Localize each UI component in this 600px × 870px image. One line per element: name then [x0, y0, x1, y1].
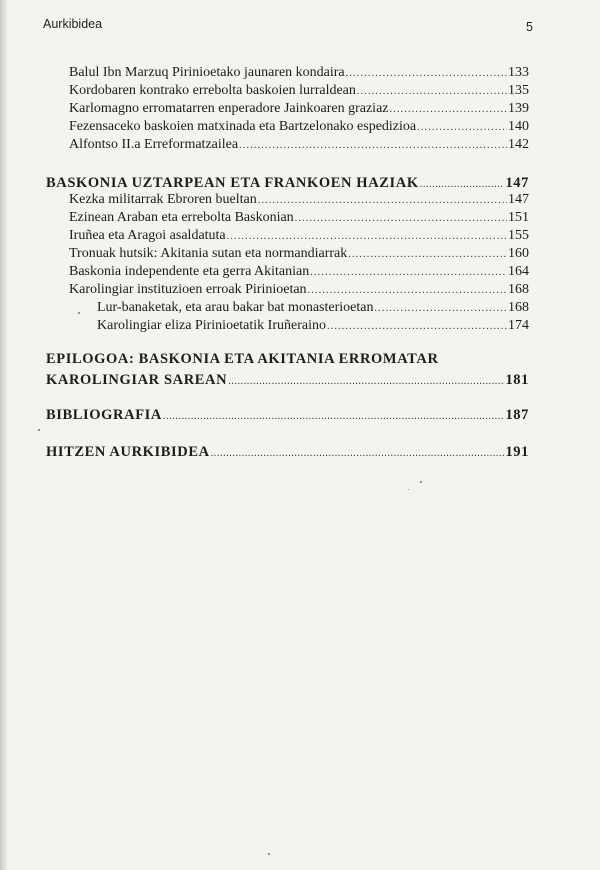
toc-entry — [69, 191, 529, 210]
dot-leader — [390, 101, 508, 119]
toc-entry-title: Iruñea eta Aragoi asaldatuta — [69, 228, 226, 243]
toc-entry-title: Karolingiar eliza Pirinioetatik Iruñeraino — [97, 318, 326, 333]
toc-entry — [69, 209, 529, 228]
toc-entry — [69, 82, 529, 101]
section-title: HITZEN AURKIBIDEA — [46, 444, 210, 460]
toc-section-heading — [46, 406, 529, 426]
toc-entry-page: 155 — [508, 228, 529, 243]
toc-entry-page: 133 — [508, 65, 529, 80]
section-title: BASKONIA UZTARPEAN ETA FRANKOEN HAZIAK — [46, 175, 419, 191]
toc-entry — [69, 263, 529, 282]
dot-leader — [327, 318, 507, 336]
section-title-line1: EPILOGOA: BASKONIA ETA AKITANIA ERROMATAR — [46, 351, 439, 367]
section-page: 191 — [505, 444, 529, 460]
toc-entry-page: 147 — [508, 192, 529, 207]
toc-entry-page: 168 — [508, 282, 529, 297]
toc-entry-page: 160 — [508, 246, 529, 261]
dot-leader — [228, 373, 504, 391]
toc-entry-page: 135 — [508, 83, 529, 98]
scan-speck — [38, 429, 40, 431]
dot-leader — [227, 228, 507, 246]
dot-leader — [346, 65, 507, 83]
toc-entry-title: Ezinean Araban eta errebolta Baskonian — [69, 210, 294, 225]
toc-entry-page: 168 — [508, 300, 529, 315]
dot-leader — [211, 445, 505, 463]
section-title: BIBLIOGRAFIA — [46, 407, 162, 423]
toc-entry-title: Fezensaceko baskoien matxinada eta Bartzelonako espedizioa — [69, 119, 417, 134]
toc-subentry — [97, 299, 529, 318]
toc-subentry — [97, 317, 529, 336]
running-head — [0, 0, 600, 40]
toc-entry-page: 140 — [508, 119, 529, 134]
toc-entry-page: 139 — [508, 101, 529, 116]
toc-entry-page: 174 — [508, 318, 529, 333]
toc-section-heading — [46, 371, 529, 391]
toc-entry-page: 164 — [508, 264, 529, 279]
scan-shadow — [0, 0, 8, 870]
dot-leader — [310, 264, 507, 282]
section-page: 181 — [505, 372, 529, 388]
page-number: 5 — [526, 20, 533, 34]
scan-speck — [268, 853, 270, 855]
toc-entry-title: Karolingiar instituzioen erroak Pirinioetan — [69, 282, 307, 297]
toc-entry-page: 142 — [508, 137, 529, 152]
toc-entry-page: 151 — [508, 210, 529, 225]
toc-entry-title: Tronuak hutsik: Akitania sutan eta normandiarrak — [69, 246, 348, 261]
toc-entry — [69, 100, 529, 119]
dot-leader — [417, 119, 507, 137]
dot-leader — [295, 210, 507, 228]
dot-leader — [258, 192, 507, 210]
dot-leader — [374, 300, 507, 318]
toc-entry-title: Kezka militarrak Ebroren bueltan — [69, 192, 257, 207]
scan-speck — [420, 481, 422, 483]
toc-entry — [69, 64, 529, 83]
dot-leader — [357, 83, 507, 101]
toc-entry — [69, 245, 529, 264]
toc-entry-title: Lur-banaketak, eta arau bakar bat monasterioetan — [97, 300, 374, 315]
toc-entry-title: Kordobaren kontrako errebolta baskoien lurraldean — [69, 83, 356, 98]
toc-entry-title: Alfontso II.a Erreformatzailea — [69, 137, 239, 152]
toc-entry — [69, 118, 529, 137]
toc-entry-title: Baskonia independente eta gerra Akitanian — [69, 264, 310, 279]
toc-entry-title: Karlomagno erromatarren enperadore Jainkoaren graziaz — [69, 101, 389, 116]
toc-entry-title: Balul Ibn Marzuq Pirinioetako jaunaren kondaira — [69, 65, 345, 80]
scan-speck — [408, 489, 409, 490]
dot-leader — [163, 408, 504, 426]
dot-leader — [308, 282, 507, 300]
dot-leader — [239, 137, 507, 155]
toc-entry — [69, 281, 529, 300]
toc-section-heading — [46, 443, 529, 463]
section-page: 147 — [505, 175, 529, 191]
dot-leader — [348, 246, 507, 264]
scan-speck — [78, 312, 80, 314]
toc-entry — [69, 136, 529, 155]
section-page: 187 — [505, 407, 529, 423]
toc-entry — [69, 227, 529, 246]
running-head-title: Aurkibidea — [43, 17, 103, 31]
section-title-line2: KAROLINGIAR SAREAN — [46, 372, 228, 388]
